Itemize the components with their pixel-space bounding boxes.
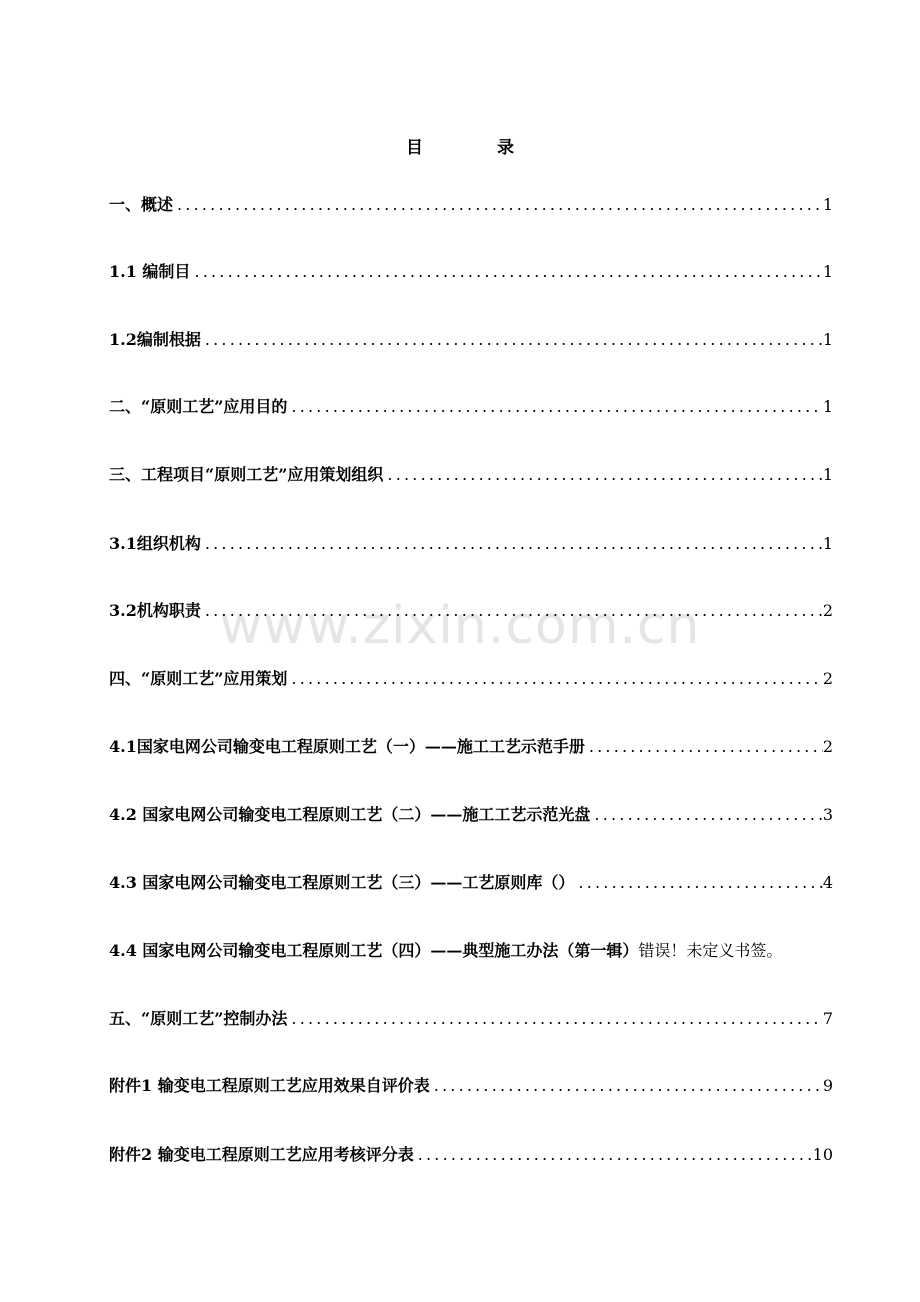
toc-page-number: 1 — [822, 330, 833, 349]
toc-entry-label: 附件1 输变电工程原则工艺应用效果自评价表 — [109, 1076, 430, 1095]
toc-entry[interactable] — [109, 260, 833, 284]
toc-entry[interactable] — [109, 1074, 833, 1098]
toc-page-number: 2 — [822, 669, 833, 688]
toc-entry[interactable] — [109, 328, 833, 352]
toc-entry-label: 三、工程项目“原则工艺”应用策划组织 — [109, 465, 384, 484]
toc-page-number: 2 — [822, 737, 833, 756]
toc-bookmark-error: 错误！未定义书签。 — [638, 941, 783, 960]
toc-entry-label: 四、“原则工艺”应用策划 — [109, 669, 288, 688]
toc-entry[interactable] — [109, 667, 833, 691]
title-char-2: 录 — [497, 138, 514, 158]
toc-entry[interactable] — [109, 735, 833, 759]
toc-entry[interactable] — [109, 193, 833, 217]
toc-entry[interactable] — [109, 395, 833, 419]
page-title — [0, 133, 920, 158]
toc-leader — [287, 1007, 822, 1031]
toc-page-number: 3 — [822, 805, 833, 824]
toc-page-number: 7 — [822, 1009, 833, 1028]
toc-entry-label: 1.2编制根据 — [109, 330, 201, 349]
toc-leader — [287, 395, 822, 419]
toc-page-number: 1 — [822, 262, 833, 281]
toc-page-number: 1 — [822, 397, 833, 416]
toc-entry-label: 4.1国家电网公司输变电工程原则工艺（一）——施工工艺示范手册 — [109, 737, 585, 756]
toc-entry[interactable] — [109, 871, 833, 895]
toc-leader — [585, 735, 823, 759]
toc-entry[interactable] — [109, 939, 909, 963]
toc-entry[interactable] — [109, 599, 833, 623]
toc-leader — [414, 1143, 813, 1167]
toc-entry-label: 3.2机构职责 — [109, 601, 201, 620]
toc-page-number: 1 — [822, 195, 833, 214]
toc-page-number: 9 — [822, 1076, 833, 1095]
toc-page-number: 1 — [822, 465, 833, 484]
toc-leader — [590, 803, 822, 827]
toc-entry-label: 4.4 国家电网公司输变电工程原则工艺（四）——典型施工办法（第一辑） — [109, 941, 639, 960]
title-char-1: 目 — [406, 138, 423, 158]
toc-entry[interactable] — [109, 463, 833, 487]
toc-page-number: 2 — [822, 601, 833, 620]
toc-entry[interactable] — [109, 1143, 833, 1167]
toc-leader — [201, 599, 823, 623]
toc-leader — [430, 1074, 823, 1098]
toc-leader — [190, 260, 822, 284]
toc-leader — [287, 667, 822, 691]
toc-entry-label: 附件2 输变电工程原则工艺应用考核评分表 — [109, 1145, 414, 1164]
toc-entry-label: 4.2 国家电网公司输变电工程原则工艺（二）——施工工艺示范光盘 — [109, 805, 591, 824]
toc-leader — [201, 328, 823, 352]
toc-entry-label: 3.1组织机构 — [109, 534, 201, 553]
toc-leader — [574, 871, 822, 895]
toc-entry-label: 一、概述 — [109, 195, 174, 214]
toc-leader — [201, 532, 823, 556]
toc-leader — [383, 463, 822, 487]
watermark: www.zixin.com.cn — [219, 596, 701, 656]
toc-entry-label: 1.1 编制目 — [109, 262, 191, 281]
toc-entry[interactable] — [109, 1007, 833, 1031]
toc-entry[interactable] — [109, 532, 833, 556]
toc-page-number: 1 — [822, 534, 833, 553]
toc-entry-label: 二、“原则工艺”应用目的 — [109, 397, 288, 416]
toc-page-number: 4 — [822, 873, 833, 892]
toc-entry-label: 4.3 国家电网公司输变电工程原则工艺（三）——工艺原则库（） — [109, 873, 575, 892]
toc-entry-label: 五、“原则工艺”控制办法 — [109, 1009, 288, 1028]
toc-entry[interactable] — [109, 803, 833, 827]
toc-leader — [173, 193, 823, 217]
toc-page-number: 10 — [812, 1145, 833, 1164]
